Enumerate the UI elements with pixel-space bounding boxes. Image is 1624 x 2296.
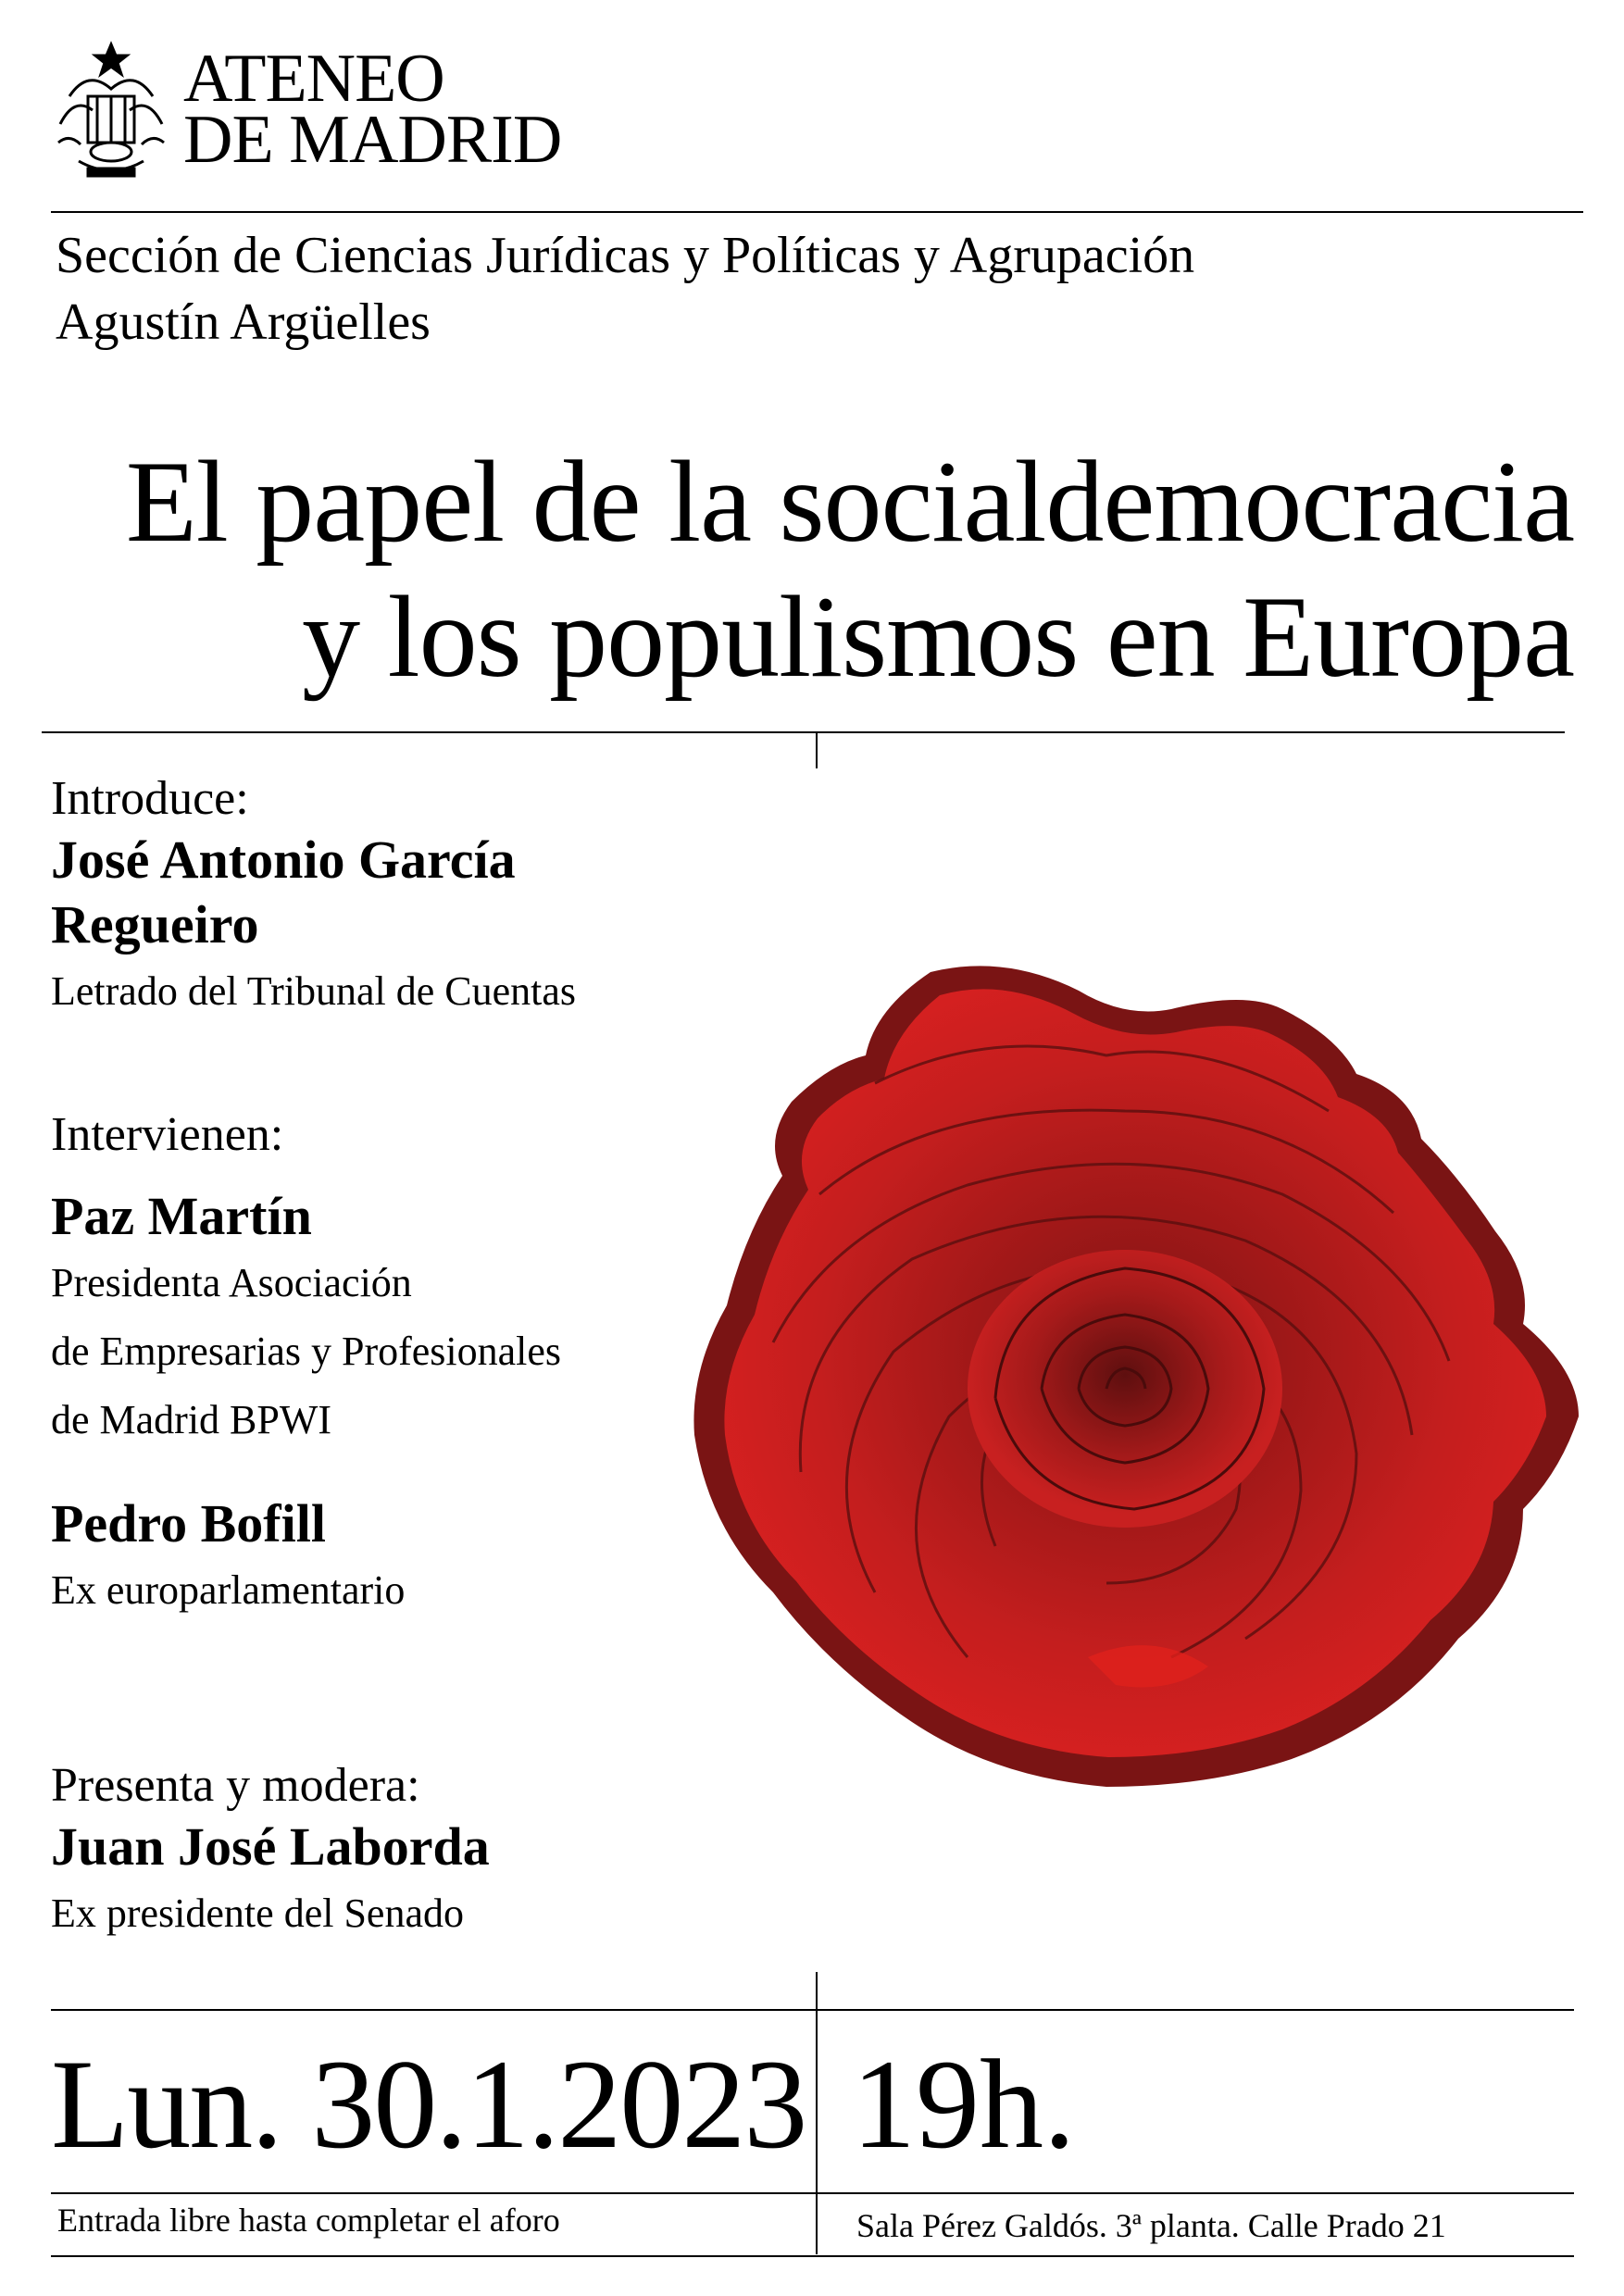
venue: Sala Pérez Galdós. 3ª planta. Calle Prado 21 xyxy=(856,2207,1446,2244)
event-title xyxy=(37,435,1574,705)
divider-top xyxy=(51,211,1583,213)
moderator-block xyxy=(51,1757,792,1948)
intro-block xyxy=(51,770,792,1026)
intro-name-line-2: Regueiro xyxy=(51,894,259,955)
divider-date-bottom xyxy=(51,2192,1574,2194)
speaker-role-line: de Madrid BPWI xyxy=(51,1397,332,1442)
entry-note: Entrada libre hasta completar el aforo xyxy=(57,2202,560,2239)
organizer-line-2: Agustín Argüelles xyxy=(56,293,431,351)
intro-role: Letrado del Tribunal de Cuentas xyxy=(51,968,577,1014)
moderator-label: Presenta y modera: xyxy=(51,1759,420,1812)
speaker-name: Pedro Bofill xyxy=(51,1493,326,1554)
speaker-role-line: Ex europarlamentario xyxy=(51,1567,406,1613)
intro-name-line-1: José Antonio García xyxy=(51,830,516,890)
logo-wordmark xyxy=(183,41,562,178)
logo-line-1: ATENEO xyxy=(183,41,444,117)
moderator-role: Ex presidente del Senado xyxy=(51,1890,464,1936)
ateneo-crest-icon xyxy=(51,41,171,180)
event-date: Lun. 30.1.2023 xyxy=(51,2033,806,2175)
divider-bottom xyxy=(51,2255,1574,2257)
speaker-role-line: de Empresarias y Profesionales xyxy=(51,1329,562,1374)
moderator-name: Juan José Laborda xyxy=(51,1816,490,1877)
intro-label: Introduce: xyxy=(51,772,249,825)
organizer xyxy=(56,222,1194,356)
speakers-block xyxy=(51,1106,792,1625)
red-rose-icon xyxy=(690,954,1602,1805)
speaker-name: Paz Martín xyxy=(51,1186,312,1246)
divider-date-top xyxy=(51,2009,1574,2011)
divider-title xyxy=(42,731,1565,733)
divider-tick xyxy=(816,731,818,768)
title-line-2: y los populismos en Europa xyxy=(302,573,1574,702)
logo-line-2: DE MADRID xyxy=(183,102,562,178)
divider-vertical xyxy=(816,1972,818,2254)
speakers-label: Intervienen: xyxy=(51,1108,284,1161)
title-line-1: El papel de la socialdemocracia xyxy=(125,438,1574,567)
speaker-role-line: Presidenta Asociación xyxy=(51,1260,412,1305)
organizer-line-1: Sección de Ciencias Jurídicas y Políticas y Agrupación xyxy=(56,227,1195,284)
event-time: 19h. xyxy=(852,2033,1076,2175)
